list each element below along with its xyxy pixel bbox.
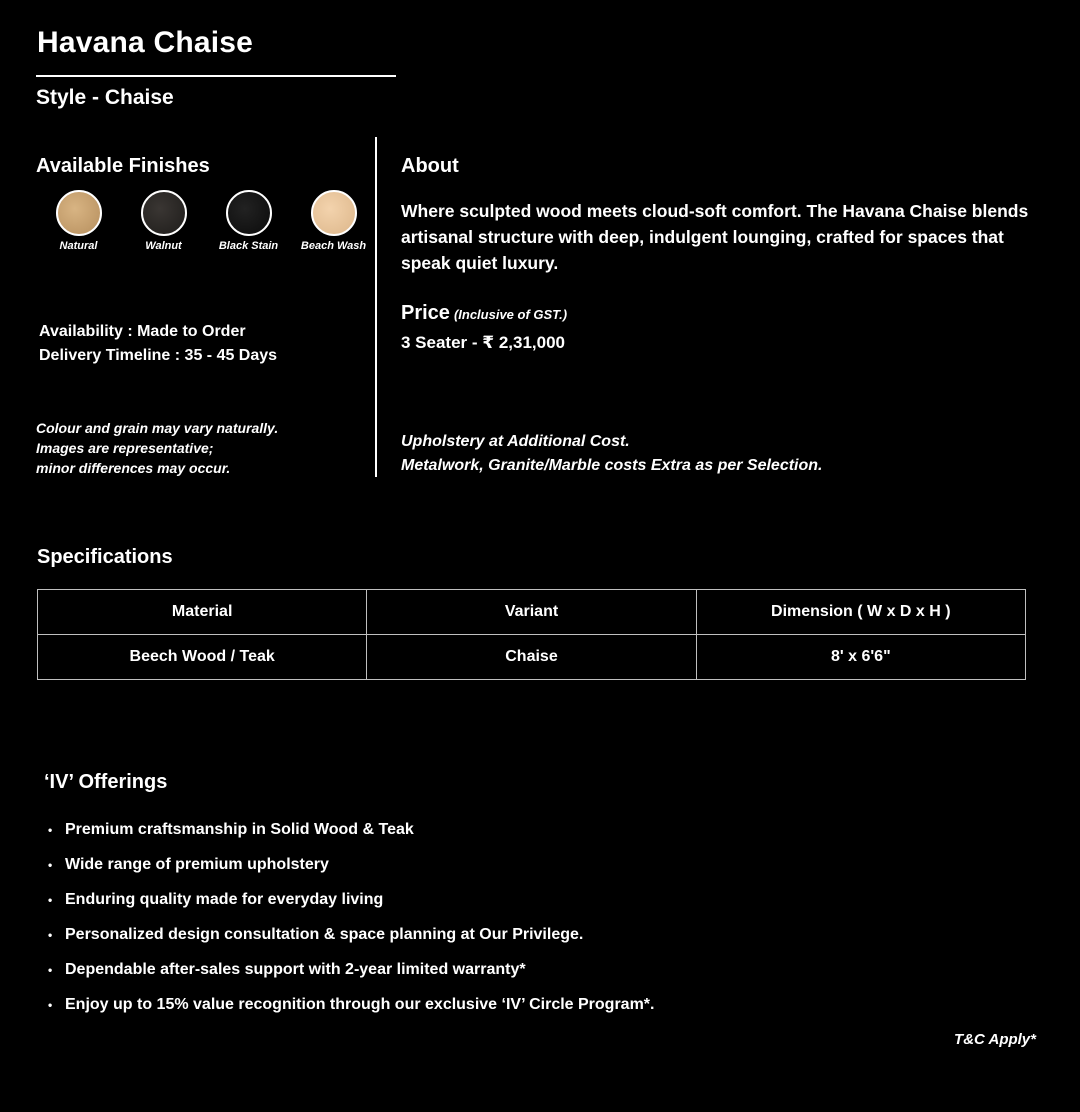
finish-label: Walnut (145, 240, 182, 252)
disclaimer (36, 418, 278, 478)
product-style: Style - Chaise (36, 86, 174, 109)
table-cell: Chaise (367, 635, 696, 680)
bullet-icon: • (48, 892, 53, 907)
bullet-icon: • (48, 927, 53, 942)
offering-text: Premium craftsmanship in Solid Wood & Teak (65, 820, 414, 838)
bullet-icon: • (48, 997, 53, 1012)
disclaimer-line: Images are representative; (36, 440, 214, 456)
finish-natural[interactable] (36, 190, 121, 252)
list-item (48, 917, 654, 952)
beach-wash-swatch[interactable] (311, 190, 357, 236)
offerings-list (48, 812, 654, 1022)
finish-black-stain[interactable] (206, 190, 291, 252)
terms-note: T&C Apply* (954, 1031, 1036, 1048)
list-item (48, 882, 654, 917)
column-header: Variant (367, 590, 696, 635)
delivery-timeline: Delivery Timeline : 35 - 45 Days (39, 347, 278, 364)
extra-cost-note (401, 430, 822, 478)
finish-label: Beach Wash (300, 240, 367, 252)
list-item (48, 952, 654, 987)
finishes-heading: Available Finishes (36, 155, 210, 177)
list-item (48, 812, 654, 847)
finish-label: Natural (59, 240, 98, 252)
disclaimer-line: minor differences may occur. (36, 460, 231, 476)
offering-text: Personalized design consultation & space planning at Our Privilege. (65, 925, 584, 943)
table-cell: Beech Wood / Teak (38, 635, 367, 680)
bullet-icon: • (48, 822, 53, 837)
availability-block (39, 320, 277, 368)
about-text: Where sculpted wood meets cloud-soft comfort. The Havana Chaise blends artisanal structure with deep, indulgent lounging, crafted for spaces that speak quiet luxury. (401, 201, 1029, 273)
about-heading: About (401, 155, 459, 177)
availability-text: Availability : Made to Order (39, 323, 246, 340)
price-note: (Inclusive of GST.) (453, 307, 568, 322)
black-stain-swatch[interactable] (226, 190, 272, 236)
offering-text: Dependable after-sales support with 2-year limited warranty* (65, 960, 526, 978)
finish-walnut[interactable] (121, 190, 206, 252)
price-value: 3 Seater - ₹ 2,31,000 (401, 333, 565, 352)
extra-cost-line: Upholstery at Additional Cost. (401, 433, 630, 450)
disclaimer-line: Colour and grain may vary naturally. (36, 420, 279, 436)
offerings-heading: ‘IV’ Offerings (44, 771, 168, 793)
walnut-swatch[interactable] (141, 190, 187, 236)
finish-label: Black Stain (218, 240, 279, 252)
extra-cost-line: Metalwork, Granite/Marble costs Extra as per Selection. (401, 457, 823, 474)
offering-text: Wide range of premium upholstery (65, 855, 329, 873)
price-heading-line (401, 302, 567, 325)
title-divider (36, 75, 396, 77)
product-title: Havana Chaise (37, 26, 254, 59)
bullet-icon: • (48, 962, 53, 977)
list-item (48, 987, 654, 1022)
table-cell: 8' x 6'6" (696, 635, 1025, 680)
specifications-heading: Specifications (37, 546, 173, 568)
finish-swatches (36, 190, 376, 252)
list-item (48, 847, 654, 882)
price-heading: Price (401, 302, 450, 324)
column-header: Dimension ( W x D x H ) (696, 590, 1025, 635)
offering-text: Enjoy up to 15% value recognition through our exclusive ‘IV’ Circle Program*. (65, 995, 655, 1013)
column-divider (375, 137, 377, 477)
table-header-row (38, 590, 1026, 635)
table-row (38, 635, 1026, 680)
offering-text: Enduring quality made for everyday living (65, 890, 384, 908)
natural-swatch[interactable] (56, 190, 102, 236)
finish-beach-wash[interactable] (291, 190, 376, 252)
column-header: Material (38, 590, 367, 635)
bullet-icon: • (48, 857, 53, 872)
specifications-table (37, 589, 1026, 680)
